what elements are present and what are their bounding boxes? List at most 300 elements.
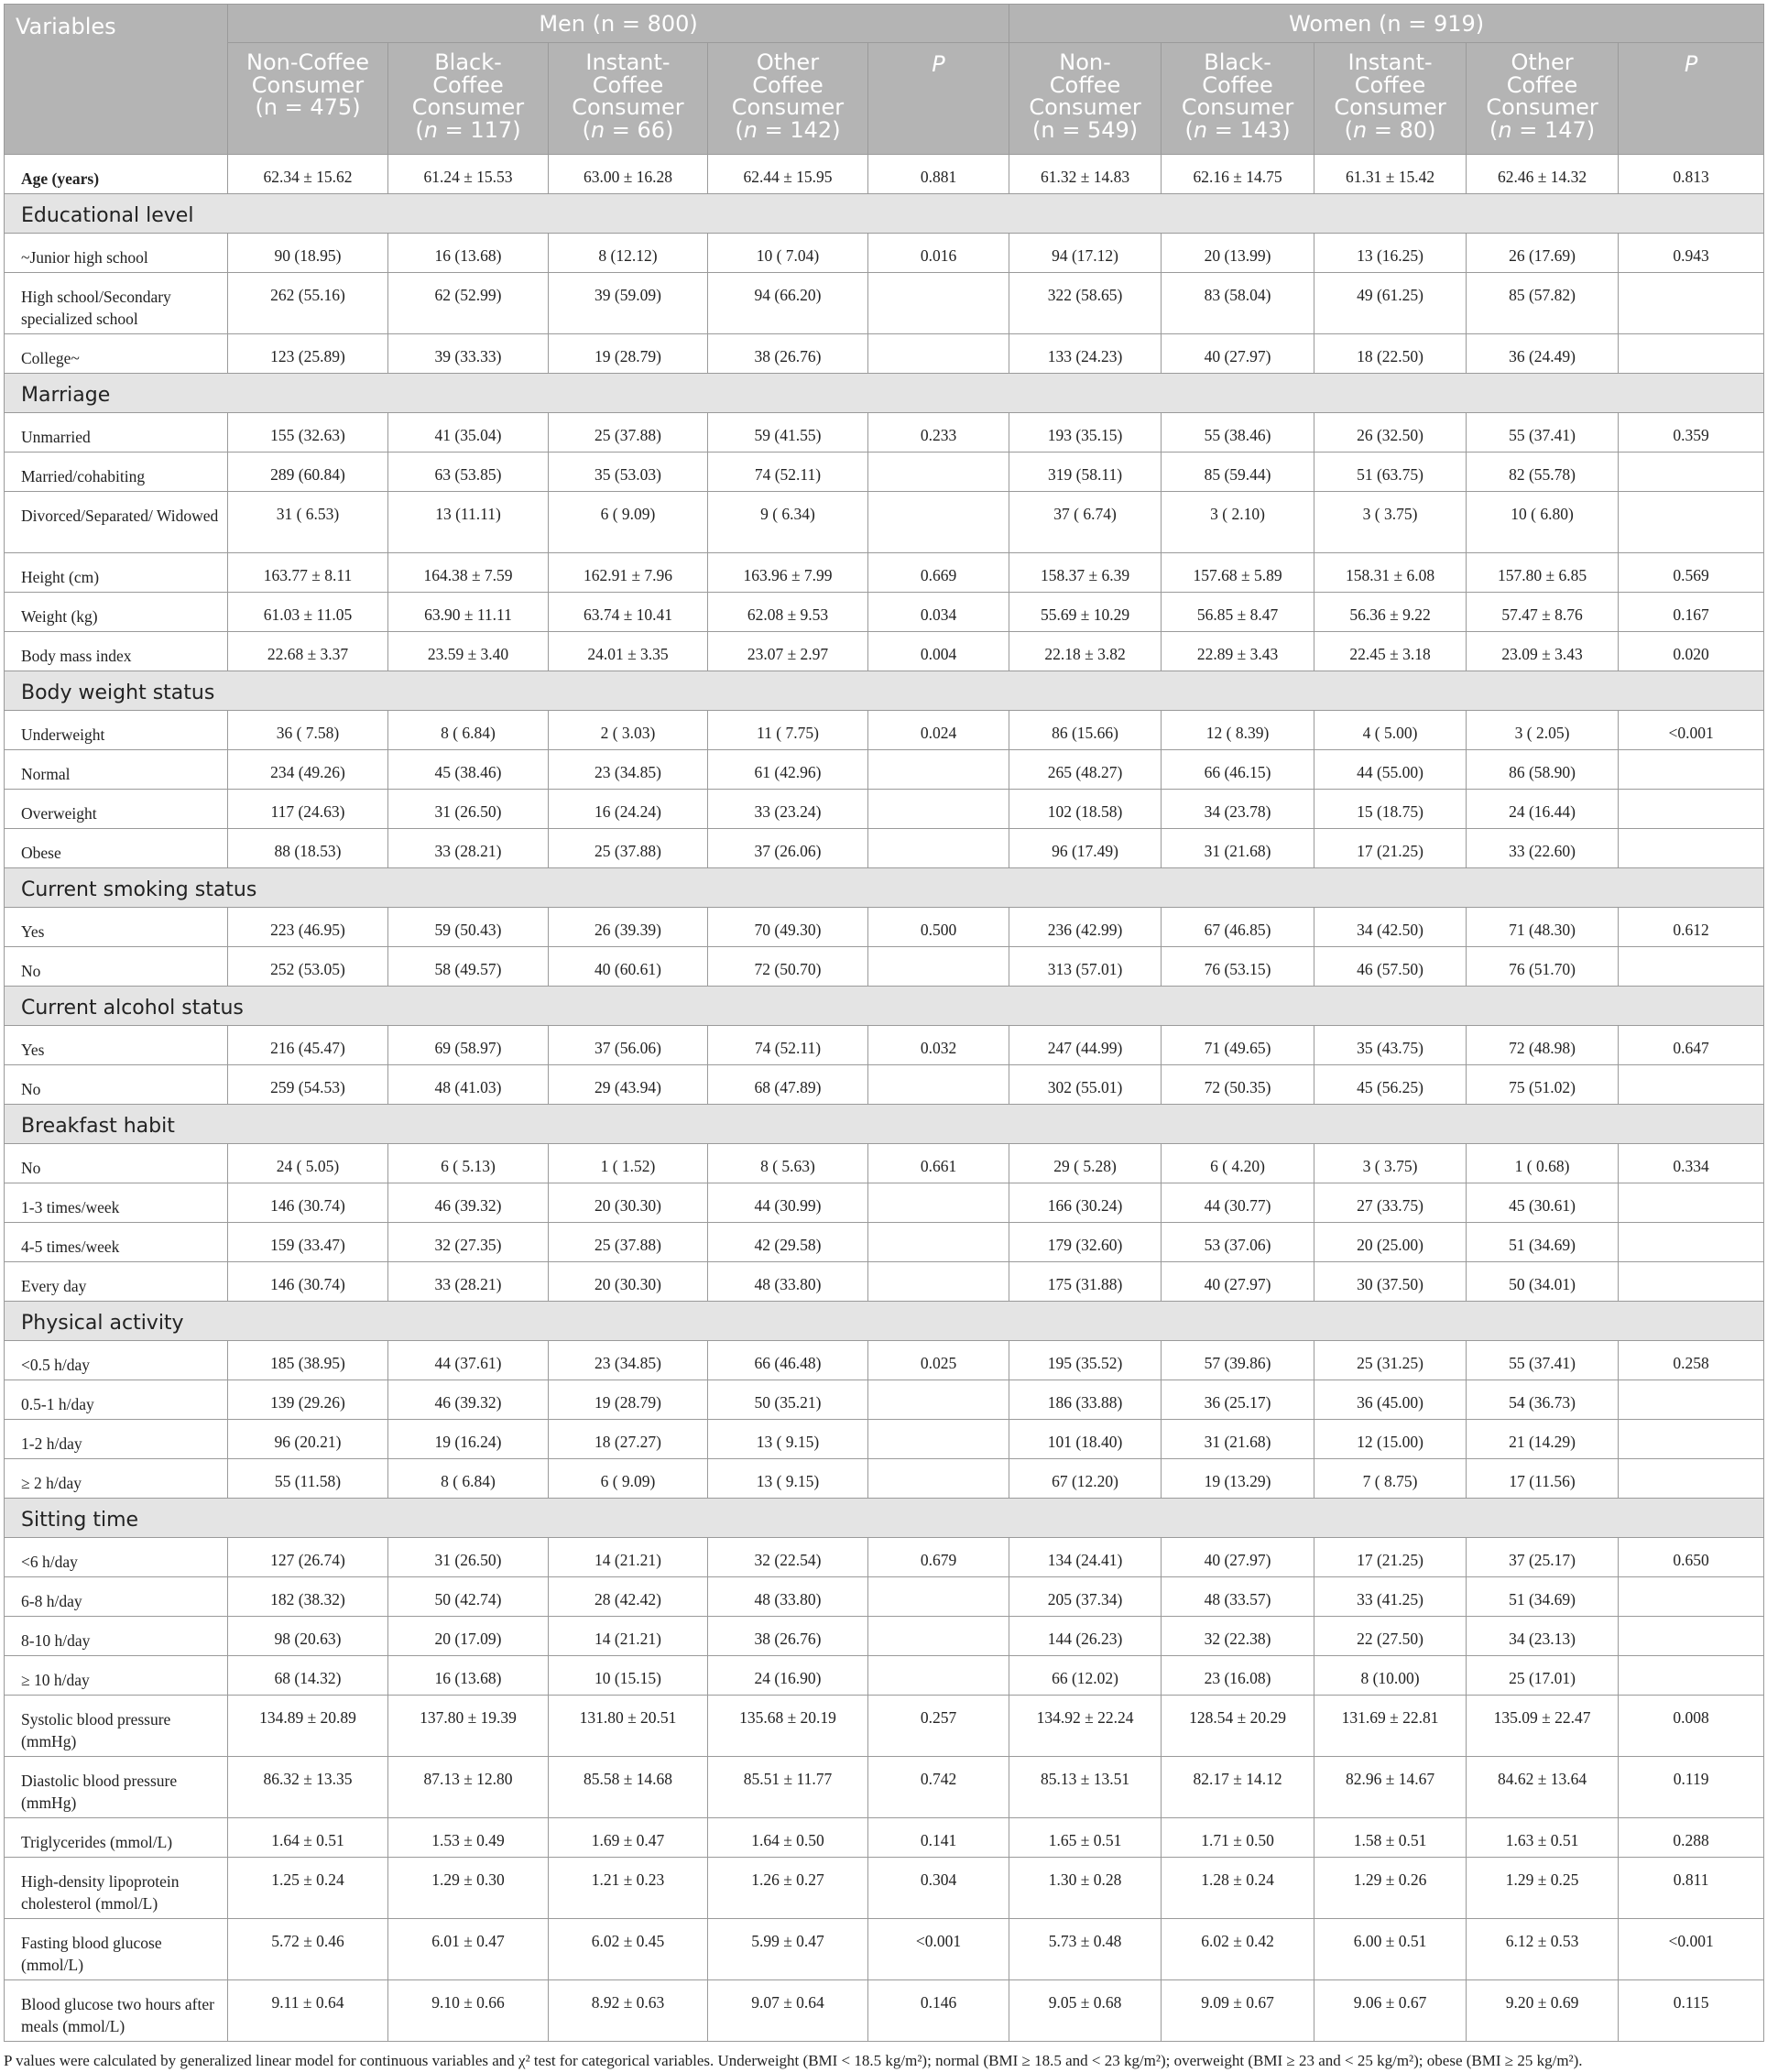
value-cell: 69 (58.97): [388, 1026, 549, 1065]
value-cell: 98 (20.63): [228, 1617, 388, 1656]
p-value-cell: 0.257: [868, 1696, 1009, 1757]
p-value-cell: 0.020: [1619, 632, 1764, 671]
value-cell: 61.03 ± 11.05: [228, 593, 388, 632]
value-cell: 68 (14.32): [228, 1656, 388, 1696]
value-cell: 48 (33.80): [708, 1262, 868, 1302]
value-cell: 20 (13.99): [1162, 234, 1314, 273]
value-cell: 10 ( 6.80): [1467, 492, 1619, 553]
value-cell: 50 (34.01): [1467, 1262, 1619, 1302]
p-value-cell: [868, 750, 1009, 790]
value-cell: 96 (20.21): [228, 1420, 388, 1459]
value-cell: 86 (58.90): [1467, 750, 1619, 790]
value-cell: 17 (21.25): [1314, 1538, 1467, 1577]
value-cell: 259 (54.53): [228, 1065, 388, 1105]
row-label: <6 h/day: [5, 1538, 228, 1577]
value-cell: 16 (13.68): [388, 1656, 549, 1696]
p-value-cell: [1619, 453, 1764, 492]
value-cell: 63 (53.85): [388, 453, 549, 492]
men-group-header: Men (n = 800): [228, 5, 1009, 43]
value-cell: 35 (53.03): [549, 453, 708, 492]
value-cell: 24.01 ± 3.35: [549, 632, 708, 671]
value-cell: 66 (46.48): [708, 1341, 868, 1380]
value-cell: 9.05 ± 0.68: [1009, 1980, 1162, 2042]
p-value-cell: 0.661: [868, 1144, 1009, 1183]
value-cell: 53 (37.06): [1162, 1223, 1314, 1262]
value-cell: 32 (22.54): [708, 1538, 868, 1577]
value-cell: 185 (38.95): [228, 1341, 388, 1380]
men-subheader-4: [708, 43, 868, 155]
value-cell: 9.20 ± 0.69: [1467, 1980, 1619, 2042]
value-cell: 75 (51.02): [1467, 1065, 1619, 1105]
value-cell: 25 (37.88): [549, 829, 708, 868]
value-cell: 63.90 ± 11.11: [388, 593, 549, 632]
value-cell: 2 ( 3.03): [549, 711, 708, 750]
table-row: [5, 553, 1764, 593]
value-cell: 55 (38.46): [1162, 413, 1314, 453]
category-row: [5, 1302, 1764, 1341]
women-subheader-line: Black-: [1204, 49, 1271, 75]
value-cell: 26 (39.39): [549, 908, 708, 947]
women-group-header: Women (n = 919): [1009, 5, 1764, 43]
p-value-cell: 0.650: [1619, 1538, 1764, 1577]
women-subheader-line: Consumer: [1029, 94, 1141, 120]
category-row: [5, 868, 1764, 908]
value-cell: 41 (35.04): [388, 413, 549, 453]
women-subheader-line: Coffee: [1202, 71, 1273, 98]
value-cell: 86.32 ± 13.35: [228, 1757, 388, 1818]
p-value-cell: [868, 1380, 1009, 1420]
men-subheader-line: Coffee: [432, 71, 504, 98]
value-cell: 61.32 ± 14.83: [1009, 155, 1162, 194]
value-cell: 27 (33.75): [1314, 1183, 1467, 1223]
value-cell: 48 (41.03): [388, 1065, 549, 1105]
value-cell: 22.18 ± 3.82: [1009, 632, 1162, 671]
p-value-cell: [868, 1262, 1009, 1302]
value-cell: 144 (26.23): [1009, 1617, 1162, 1656]
value-cell: 94 (66.20): [708, 273, 868, 334]
value-cell: 128.54 ± 20.29: [1162, 1696, 1314, 1757]
value-cell: 20 (30.30): [549, 1183, 708, 1223]
value-cell: 55 (11.58): [228, 1459, 388, 1499]
category-row: [5, 1105, 1764, 1144]
men-subheader-3: [549, 43, 708, 155]
p-value-cell: [1619, 1420, 1764, 1459]
row-label: Underweight: [5, 711, 228, 750]
value-cell: 46 (57.50): [1314, 947, 1467, 987]
p-value-cell: <0.001: [868, 1919, 1009, 1980]
p-value-cell: [868, 1065, 1009, 1105]
value-cell: 72 (48.98): [1467, 1026, 1619, 1065]
row-label: Normal: [5, 750, 228, 790]
p-value-cell: [868, 453, 1009, 492]
value-cell: 6.02 ± 0.45: [549, 1919, 708, 1980]
value-cell: 34 (42.50): [1314, 908, 1467, 947]
value-cell: 85 (57.82): [1467, 273, 1619, 334]
row-label: 4-5 times/week: [5, 1223, 228, 1262]
table-row: [5, 1341, 1764, 1380]
row-label: Divorced/Separated/ Widowed: [5, 492, 228, 553]
value-cell: 158.37 ± 6.39: [1009, 553, 1162, 593]
table-row: [5, 273, 1764, 334]
p-value-cell: 0.334: [1619, 1144, 1764, 1183]
value-cell: 87.13 ± 12.80: [388, 1757, 549, 1818]
p-value-cell: 0.034: [868, 593, 1009, 632]
row-label: Unmarried: [5, 413, 228, 453]
table-row: [5, 453, 1764, 492]
value-cell: 1.64 ± 0.51: [228, 1818, 388, 1858]
value-cell: 163.96 ± 7.99: [708, 553, 868, 593]
row-label: Weight (kg): [5, 593, 228, 632]
value-cell: 179 (32.60): [1009, 1223, 1162, 1262]
p-value-cell: 0.811: [1619, 1858, 1764, 1919]
header-row-subgroups: [5, 43, 1764, 155]
value-cell: 13 (16.25): [1314, 234, 1467, 273]
value-cell: 133 (24.23): [1009, 334, 1162, 374]
value-cell: 25 (31.25): [1314, 1341, 1467, 1380]
row-label: Diastolic blood pressure (mmHg): [5, 1757, 228, 1818]
p-value-cell: 0.004: [868, 632, 1009, 671]
men-subheader-2: [388, 43, 549, 155]
value-cell: 19 (28.79): [549, 334, 708, 374]
value-cell: 146 (30.74): [228, 1262, 388, 1302]
p-value-cell: [1619, 273, 1764, 334]
value-cell: 58 (49.57): [388, 947, 549, 987]
value-cell: 28 (42.42): [549, 1577, 708, 1617]
value-cell: 247 (44.99): [1009, 1026, 1162, 1065]
value-cell: 1.58 ± 0.51: [1314, 1818, 1467, 1858]
p-value-cell: [868, 1183, 1009, 1223]
value-cell: 186 (33.88): [1009, 1380, 1162, 1420]
row-label: Triglycerides (mmol/L): [5, 1818, 228, 1858]
value-cell: 55.69 ± 10.29: [1009, 593, 1162, 632]
men-subheader-line: Black-: [434, 49, 502, 75]
row-label: <0.5 h/day: [5, 1341, 228, 1380]
value-cell: 134.92 ± 22.24: [1009, 1696, 1162, 1757]
value-cell: 158.31 ± 6.08: [1314, 553, 1467, 593]
value-cell: 127 (26.74): [228, 1538, 388, 1577]
p-value-cell: [1619, 1262, 1764, 1302]
category-label: Current smoking status: [5, 868, 1764, 908]
value-cell: 1.64 ± 0.50: [708, 1818, 868, 1858]
value-cell: 1.29 ± 0.25: [1467, 1858, 1619, 1919]
row-label: 8-10 h/day: [5, 1617, 228, 1656]
row-label: High-density lipoprotein cholesterol (mmol/L): [5, 1858, 228, 1919]
value-cell: 3 ( 3.75): [1314, 492, 1467, 553]
value-cell: 1.71 ± 0.50: [1162, 1818, 1314, 1858]
value-cell: 29 ( 5.28): [1009, 1144, 1162, 1183]
value-cell: 72 (50.35): [1162, 1065, 1314, 1105]
value-cell: 289 (60.84): [228, 453, 388, 492]
value-cell: 8 ( 6.84): [388, 711, 549, 750]
value-cell: 48 (33.80): [708, 1577, 868, 1617]
value-cell: 33 (41.25): [1314, 1577, 1467, 1617]
value-cell: 8 (10.00): [1314, 1656, 1467, 1696]
table-row: [5, 1538, 1764, 1577]
value-cell: 164.38 ± 7.59: [388, 553, 549, 593]
row-label: Age (years): [5, 155, 228, 194]
men-subheader-line: Non-Coffee: [245, 49, 369, 75]
value-cell: 14 (21.21): [549, 1538, 708, 1577]
value-cell: 313 (57.01): [1009, 947, 1162, 987]
value-cell: 146 (30.74): [228, 1183, 388, 1223]
value-cell: 68 (47.89): [708, 1065, 868, 1105]
value-cell: 34 (23.78): [1162, 790, 1314, 829]
value-cell: 20 (25.00): [1314, 1223, 1467, 1262]
value-cell: 6 ( 5.13): [388, 1144, 549, 1183]
women-subheader-line: (n = 80): [1344, 116, 1436, 143]
women-subheader-line: Non-: [1059, 49, 1111, 75]
value-cell: 175 (31.88): [1009, 1262, 1162, 1302]
value-cell: 36 (45.00): [1314, 1380, 1467, 1420]
value-cell: 21 (14.29): [1467, 1420, 1619, 1459]
table-row: [5, 1617, 1764, 1656]
value-cell: 83 (58.04): [1162, 273, 1314, 334]
value-cell: 19 (28.79): [549, 1380, 708, 1420]
table-row: [5, 413, 1764, 453]
category-label: Educational level: [5, 194, 1764, 234]
men-subheader-line: Consumer: [251, 71, 365, 98]
value-cell: 9.06 ± 0.67: [1314, 1980, 1467, 2042]
p-value-cell: [1619, 1223, 1764, 1262]
value-cell: 223 (46.95): [228, 908, 388, 947]
table-row: [5, 1577, 1764, 1617]
p-value-cell: [1619, 492, 1764, 553]
value-cell: 134.89 ± 20.89: [228, 1696, 388, 1757]
p-value-cell: [868, 1223, 1009, 1262]
table-row: [5, 1380, 1764, 1420]
value-cell: 131.69 ± 22.81: [1314, 1696, 1467, 1757]
value-cell: 37 (25.17): [1467, 1538, 1619, 1577]
category-row: [5, 671, 1764, 711]
men-subheader-line: Consumer: [411, 94, 525, 120]
p-value-cell: 0.141: [868, 1818, 1009, 1858]
women-p-label: P: [1684, 51, 1698, 77]
value-cell: 5.99 ± 0.47: [708, 1919, 868, 1980]
p-value-cell: [868, 492, 1009, 553]
row-label: ≥ 10 h/day: [5, 1656, 228, 1696]
value-cell: 31 (21.68): [1162, 1420, 1314, 1459]
category-label: Physical activity: [5, 1302, 1764, 1341]
value-cell: 23 (16.08): [1162, 1656, 1314, 1696]
value-cell: 13 ( 9.15): [708, 1420, 868, 1459]
value-cell: 30 (37.50): [1314, 1262, 1467, 1302]
category-label: Body weight status: [5, 671, 1764, 711]
value-cell: 6 ( 9.09): [549, 1459, 708, 1499]
row-label: 0.5-1 h/day: [5, 1380, 228, 1420]
value-cell: 1.28 ± 0.24: [1162, 1858, 1314, 1919]
value-cell: 48 (33.57): [1162, 1577, 1314, 1617]
value-cell: 6 ( 4.20): [1162, 1144, 1314, 1183]
row-label: No: [5, 1065, 228, 1105]
value-cell: 49 (61.25): [1314, 273, 1467, 334]
value-cell: 234 (49.26): [228, 750, 388, 790]
value-cell: 9.07 ± 0.64: [708, 1980, 868, 2042]
value-cell: 51 (63.75): [1314, 453, 1467, 492]
table-container: [4, 4, 1763, 2042]
value-cell: 23 (34.85): [549, 750, 708, 790]
value-cell: 37 (26.06): [708, 829, 868, 868]
value-cell: 135.09 ± 22.47: [1467, 1696, 1619, 1757]
value-cell: 82.17 ± 14.12: [1162, 1757, 1314, 1818]
value-cell: 62.46 ± 14.32: [1467, 155, 1619, 194]
row-label: ~Junior high school: [5, 234, 228, 273]
value-cell: 23.59 ± 3.40: [388, 632, 549, 671]
value-cell: 61 (42.96): [708, 750, 868, 790]
table-header: [5, 5, 1764, 155]
value-cell: 32 (27.35): [388, 1223, 549, 1262]
value-cell: 34 (23.13): [1467, 1617, 1619, 1656]
value-cell: 6.01 ± 0.47: [388, 1919, 549, 1980]
table-row: [5, 1026, 1764, 1065]
table-row: [5, 593, 1764, 632]
value-cell: 137.80 ± 19.39: [388, 1696, 549, 1757]
table-row: [5, 632, 1764, 671]
women-subheader-line: Instant-: [1347, 49, 1433, 75]
row-label: Yes: [5, 908, 228, 947]
p-value-cell: 0.612: [1619, 908, 1764, 947]
row-label: Fasting blood glucose (mmol/L): [5, 1919, 228, 1980]
women-p-header: [1619, 43, 1764, 155]
value-cell: 62.34 ± 15.62: [228, 155, 388, 194]
men-subheader-line: Consumer: [731, 94, 845, 120]
value-cell: 20 (17.09): [388, 1617, 549, 1656]
value-cell: 88 (18.53): [228, 829, 388, 868]
value-cell: 11 ( 7.75): [708, 711, 868, 750]
value-cell: 1.63 ± 0.51: [1467, 1818, 1619, 1858]
value-cell: 18 (22.50): [1314, 334, 1467, 374]
men-subheader-line: Instant-: [585, 49, 671, 75]
value-cell: 139 (29.26): [228, 1380, 388, 1420]
value-cell: 13 (11.11): [388, 492, 549, 553]
value-cell: 1.29 ± 0.30: [388, 1858, 549, 1919]
value-cell: 71 (49.65): [1162, 1026, 1314, 1065]
value-cell: 66 (46.15): [1162, 750, 1314, 790]
p-value-cell: [868, 1459, 1009, 1499]
value-cell: 67 (46.85): [1162, 908, 1314, 947]
p-value-cell: [1619, 1656, 1764, 1696]
value-cell: 3 ( 2.05): [1467, 711, 1619, 750]
table-row: [5, 1459, 1764, 1499]
value-cell: 44 (37.61): [388, 1341, 549, 1380]
value-cell: 38 (26.76): [708, 334, 868, 374]
value-cell: 56.36 ± 9.22: [1314, 593, 1467, 632]
value-cell: 1 ( 1.52): [549, 1144, 708, 1183]
value-cell: 74 (52.11): [708, 1026, 868, 1065]
p-value-cell: <0.001: [1619, 711, 1764, 750]
table-row: [5, 1223, 1764, 1262]
women-subheader-2: [1162, 43, 1314, 155]
p-value-cell: [868, 947, 1009, 987]
value-cell: 35 (43.75): [1314, 1026, 1467, 1065]
value-cell: 19 (13.29): [1162, 1459, 1314, 1499]
value-cell: 82 (55.78): [1467, 453, 1619, 492]
value-cell: 8.92 ± 0.63: [549, 1980, 708, 2042]
table-row: [5, 1757, 1764, 1818]
value-cell: 39 (59.09): [549, 273, 708, 334]
value-cell: 36 ( 7.58): [228, 711, 388, 750]
men-subheader-line: (n = 117): [415, 116, 521, 143]
value-cell: 70 (49.30): [708, 908, 868, 947]
value-cell: 66 (12.02): [1009, 1656, 1162, 1696]
value-cell: 38 (26.76): [708, 1617, 868, 1656]
p-value-cell: 0.359: [1619, 413, 1764, 453]
p-value-cell: 0.146: [868, 1980, 1009, 2042]
value-cell: 131.80 ± 20.51: [549, 1696, 708, 1757]
value-cell: 162.91 ± 7.96: [549, 553, 708, 593]
table-row: [5, 1262, 1764, 1302]
value-cell: 25 (37.88): [549, 1223, 708, 1262]
value-cell: 319 (58.11): [1009, 453, 1162, 492]
row-label: Body mass index: [5, 632, 228, 671]
value-cell: 20 (30.30): [549, 1262, 708, 1302]
value-cell: 51 (34.69): [1467, 1577, 1619, 1617]
header-row-groups: [5, 5, 1764, 43]
men-p-header: [868, 43, 1009, 155]
table-row: [5, 1183, 1764, 1223]
women-subheader-line: Consumer: [1181, 94, 1294, 120]
value-cell: 94 (17.12): [1009, 234, 1162, 273]
value-cell: 86 (15.66): [1009, 711, 1162, 750]
value-cell: 17 (21.25): [1314, 829, 1467, 868]
value-cell: 262 (55.16): [228, 273, 388, 334]
value-cell: 36 (24.49): [1467, 334, 1619, 374]
value-cell: 10 (15.15): [549, 1656, 708, 1696]
value-cell: 46 (39.32): [388, 1183, 549, 1223]
table-row: [5, 1144, 1764, 1183]
value-cell: 22.89 ± 3.43: [1162, 632, 1314, 671]
women-subheader-line: Other: [1511, 49, 1574, 75]
value-cell: 74 (52.11): [708, 453, 868, 492]
value-cell: 50 (42.74): [388, 1577, 549, 1617]
men-subheader-line: Other: [756, 49, 820, 75]
row-label: Every day: [5, 1262, 228, 1302]
p-value-cell: 0.569: [1619, 553, 1764, 593]
p-value-cell: 0.813: [1619, 155, 1764, 194]
p-value-cell: 0.024: [868, 711, 1009, 750]
p-value-cell: 0.500: [868, 908, 1009, 947]
value-cell: 85 (59.44): [1162, 453, 1314, 492]
value-cell: 36 (25.17): [1162, 1380, 1314, 1420]
women-subheader-line: (n = 143): [1184, 116, 1291, 143]
value-cell: 8 (12.12): [549, 234, 708, 273]
value-cell: 55 (37.41): [1467, 1341, 1619, 1380]
value-cell: 33 (22.60): [1467, 829, 1619, 868]
value-cell: 12 (15.00): [1314, 1420, 1467, 1459]
value-cell: 62 (52.99): [388, 273, 549, 334]
value-cell: 216 (45.47): [228, 1026, 388, 1065]
value-cell: 6.00 ± 0.51: [1314, 1919, 1467, 1980]
value-cell: 76 (51.70): [1467, 947, 1619, 987]
value-cell: 6.12 ± 0.53: [1467, 1919, 1619, 1980]
value-cell: 102 (18.58): [1009, 790, 1162, 829]
p-value-cell: 0.288: [1619, 1818, 1764, 1858]
variables-header: Variables: [5, 5, 228, 155]
value-cell: 101 (18.40): [1009, 1420, 1162, 1459]
table-row: [5, 234, 1764, 273]
men-subheader-line: Coffee: [752, 71, 824, 98]
women-subheader-4: [1467, 43, 1619, 155]
value-cell: 37 ( 6.74): [1009, 492, 1162, 553]
p-value-cell: [868, 790, 1009, 829]
table-row: [5, 334, 1764, 374]
p-value-cell: <0.001: [1619, 1919, 1764, 1980]
value-cell: 63.00 ± 16.28: [549, 155, 708, 194]
value-cell: 195 (35.52): [1009, 1341, 1162, 1380]
value-cell: 9.11 ± 0.64: [228, 1980, 388, 2042]
value-cell: 72 (50.70): [708, 947, 868, 987]
value-cell: 23 (34.85): [549, 1341, 708, 1380]
value-cell: 55 (37.41): [1467, 413, 1619, 453]
